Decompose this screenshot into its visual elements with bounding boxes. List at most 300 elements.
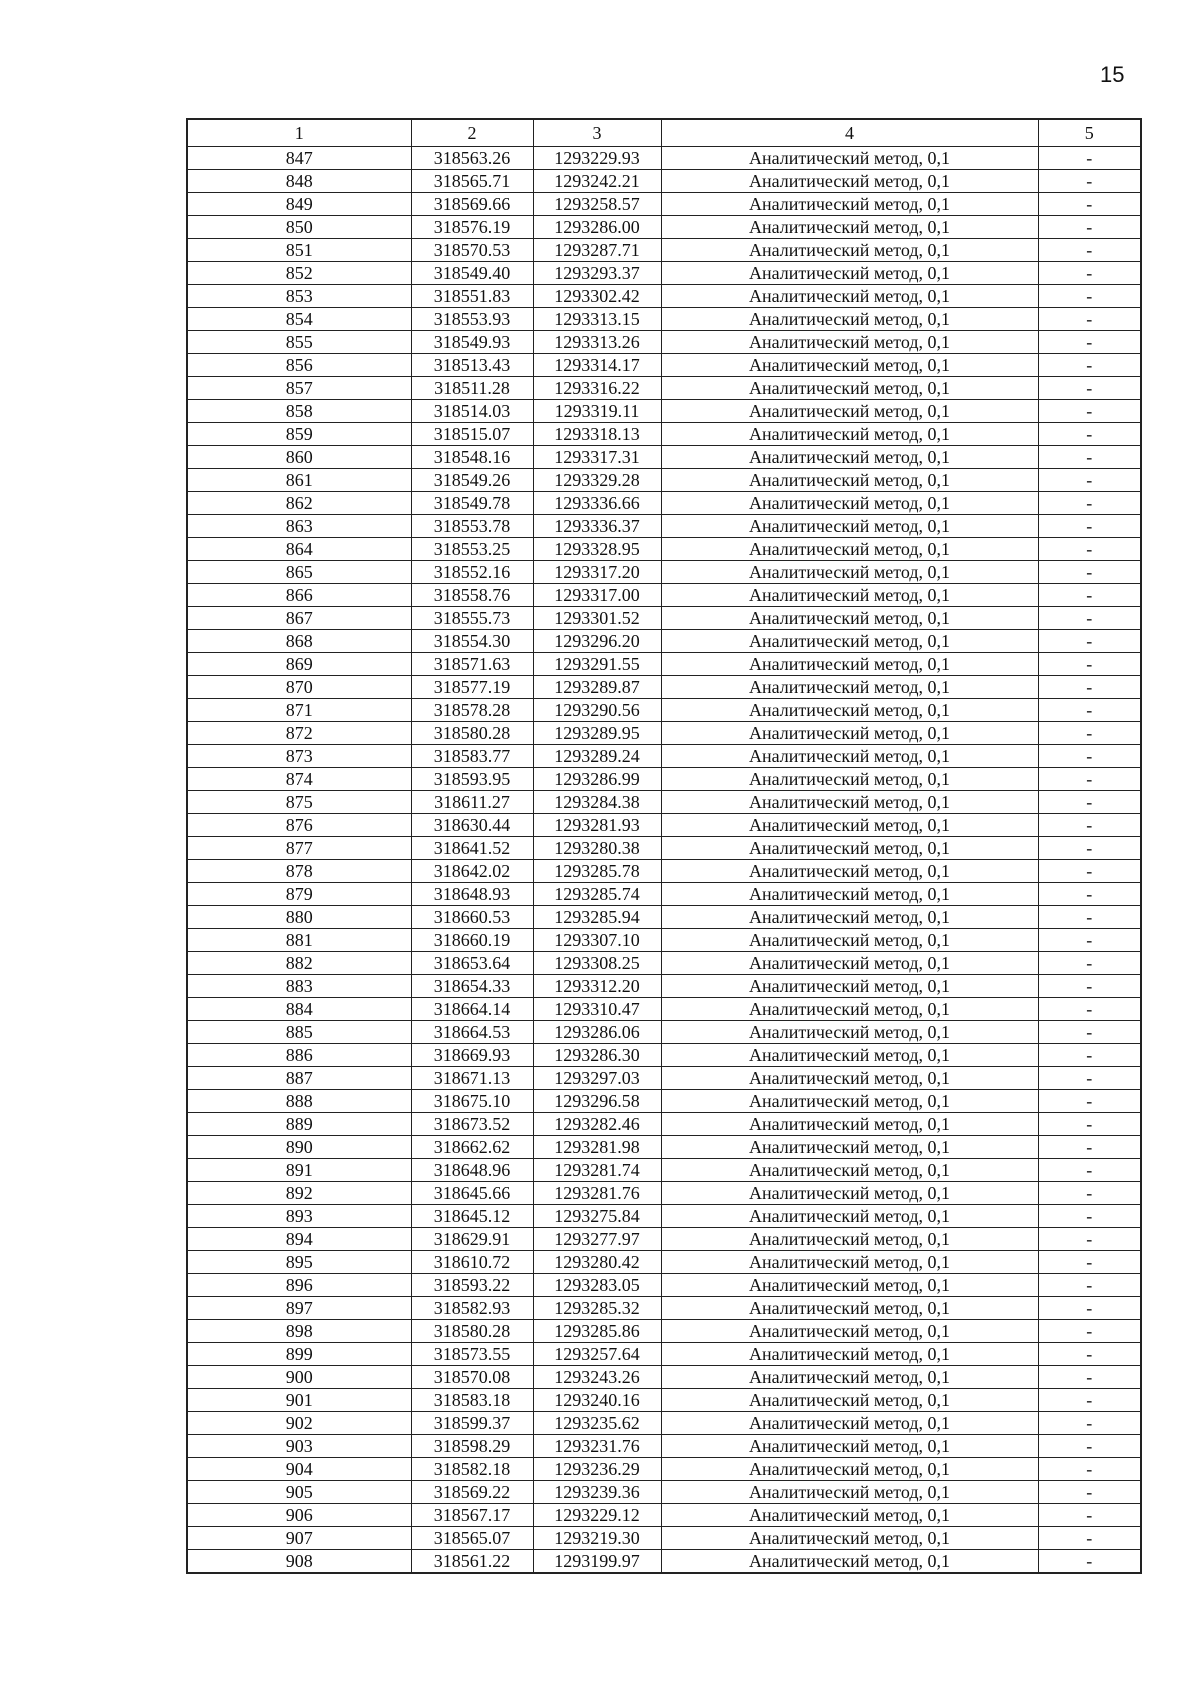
x-coordinate-cell: 318653.64 xyxy=(411,952,533,975)
y-coordinate-cell: 1293285.94 xyxy=(533,906,661,929)
x-coordinate-cell: 318654.33 xyxy=(411,975,533,998)
method-accuracy-cell: Аналитический метод, 0,1 xyxy=(661,1044,1038,1067)
point-number-cell: 861 xyxy=(187,469,411,492)
method-accuracy-cell: Аналитический метод, 0,1 xyxy=(661,584,1038,607)
y-coordinate-cell: 1293287.71 xyxy=(533,239,661,262)
table-row xyxy=(187,722,1141,745)
method-accuracy-cell: Аналитический метод, 0,1 xyxy=(661,1320,1038,1343)
page-number: 15 xyxy=(1100,62,1125,87)
x-coordinate-cell: 318642.02 xyxy=(411,860,533,883)
y-coordinate-cell: 1293285.78 xyxy=(533,860,661,883)
table-row xyxy=(187,1435,1141,1458)
method-accuracy-cell: Аналитический метод, 0,1 xyxy=(661,354,1038,377)
y-coordinate-cell: 1293285.86 xyxy=(533,1320,661,1343)
x-coordinate-cell: 318669.93 xyxy=(411,1044,533,1067)
point-number-cell: 881 xyxy=(187,929,411,952)
method-accuracy-cell: Аналитический метод, 0,1 xyxy=(661,262,1038,285)
y-coordinate-cell: 1293293.37 xyxy=(533,262,661,285)
table-row xyxy=(187,584,1141,607)
y-coordinate-cell: 1293286.00 xyxy=(533,216,661,239)
y-coordinate-cell: 1293219.30 xyxy=(533,1527,661,1550)
table-row xyxy=(187,653,1141,676)
note-cell: - xyxy=(1038,653,1141,676)
x-coordinate-cell: 318660.19 xyxy=(411,929,533,952)
note-cell: - xyxy=(1038,1389,1141,1412)
x-coordinate-cell: 318577.19 xyxy=(411,676,533,699)
table-row xyxy=(187,515,1141,538)
method-accuracy-cell: Аналитический метод, 0,1 xyxy=(661,1021,1038,1044)
note-cell: - xyxy=(1038,699,1141,722)
x-coordinate-cell: 318573.55 xyxy=(411,1343,533,1366)
note-cell: - xyxy=(1038,1435,1141,1458)
x-coordinate-cell: 318553.25 xyxy=(411,538,533,561)
point-number-cell: 855 xyxy=(187,331,411,354)
point-number-cell: 902 xyxy=(187,1412,411,1435)
column-header-1: 1 xyxy=(187,119,411,147)
note-cell: - xyxy=(1038,1182,1141,1205)
y-coordinate-cell: 1293290.56 xyxy=(533,699,661,722)
method-accuracy-cell: Аналитический метод, 0,1 xyxy=(661,1274,1038,1297)
y-coordinate-cell: 1293289.95 xyxy=(533,722,661,745)
x-coordinate-cell: 318599.37 xyxy=(411,1412,533,1435)
note-cell: - xyxy=(1038,147,1141,170)
note-cell: - xyxy=(1038,1274,1141,1297)
x-coordinate-cell: 318513.43 xyxy=(411,354,533,377)
table-row xyxy=(187,170,1141,193)
note-cell: - xyxy=(1038,860,1141,883)
note-cell: - xyxy=(1038,1044,1141,1067)
point-number-cell: 890 xyxy=(187,1136,411,1159)
method-accuracy-cell: Аналитический метод, 0,1 xyxy=(661,1067,1038,1090)
x-coordinate-cell: 318549.78 xyxy=(411,492,533,515)
y-coordinate-cell: 1293281.74 xyxy=(533,1159,661,1182)
y-coordinate-cell: 1293229.93 xyxy=(533,147,661,170)
note-cell: - xyxy=(1038,1550,1141,1574)
point-number-cell: 877 xyxy=(187,837,411,860)
table-row xyxy=(187,1228,1141,1251)
note-cell: - xyxy=(1038,1205,1141,1228)
table-row xyxy=(187,423,1141,446)
point-number-cell: 874 xyxy=(187,768,411,791)
point-number-cell: 873 xyxy=(187,745,411,768)
y-coordinate-cell: 1293336.37 xyxy=(533,515,661,538)
table-row xyxy=(187,1113,1141,1136)
y-coordinate-cell: 1293229.12 xyxy=(533,1504,661,1527)
note-cell: - xyxy=(1038,561,1141,584)
y-coordinate-cell: 1293236.29 xyxy=(533,1458,661,1481)
table-row xyxy=(187,1481,1141,1504)
note-cell: - xyxy=(1038,239,1141,262)
table-row xyxy=(187,1504,1141,1527)
table-row xyxy=(187,1090,1141,1113)
method-accuracy-cell: Аналитический метод, 0,1 xyxy=(661,1090,1038,1113)
y-coordinate-cell: 1293302.42 xyxy=(533,285,661,308)
x-coordinate-cell: 318555.73 xyxy=(411,607,533,630)
note-cell: - xyxy=(1038,998,1141,1021)
table-row xyxy=(187,1159,1141,1182)
y-coordinate-cell: 1293286.30 xyxy=(533,1044,661,1067)
point-number-cell: 865 xyxy=(187,561,411,584)
table-row xyxy=(187,883,1141,906)
method-accuracy-cell: Аналитический метод, 0,1 xyxy=(661,1481,1038,1504)
method-accuracy-cell: Аналитический метод, 0,1 xyxy=(661,377,1038,400)
note-cell: - xyxy=(1038,607,1141,630)
point-number-cell: 887 xyxy=(187,1067,411,1090)
method-accuracy-cell: Аналитический метод, 0,1 xyxy=(661,239,1038,262)
x-coordinate-cell: 318664.53 xyxy=(411,1021,533,1044)
y-coordinate-cell: 1293319.11 xyxy=(533,400,661,423)
note-cell: - xyxy=(1038,423,1141,446)
point-number-cell: 870 xyxy=(187,676,411,699)
method-accuracy-cell: Аналитический метод, 0,1 xyxy=(661,216,1038,239)
point-number-cell: 891 xyxy=(187,1159,411,1182)
note-cell: - xyxy=(1038,630,1141,653)
note-cell: - xyxy=(1038,285,1141,308)
y-coordinate-cell: 1293280.42 xyxy=(533,1251,661,1274)
note-cell: - xyxy=(1038,906,1141,929)
point-number-cell: 849 xyxy=(187,193,411,216)
point-number-cell: 886 xyxy=(187,1044,411,1067)
x-coordinate-cell: 318582.18 xyxy=(411,1458,533,1481)
y-coordinate-cell: 1293280.38 xyxy=(533,837,661,860)
note-cell: - xyxy=(1038,1504,1141,1527)
point-number-cell: 894 xyxy=(187,1228,411,1251)
table-row xyxy=(187,1527,1141,1550)
point-number-cell: 882 xyxy=(187,952,411,975)
table-row xyxy=(187,791,1141,814)
note-cell: - xyxy=(1038,216,1141,239)
table-row xyxy=(187,1458,1141,1481)
note-cell: - xyxy=(1038,1458,1141,1481)
note-cell: - xyxy=(1038,1228,1141,1251)
x-coordinate-cell: 318554.30 xyxy=(411,630,533,653)
x-coordinate-cell: 318549.40 xyxy=(411,262,533,285)
table-row xyxy=(187,331,1141,354)
point-number-cell: 868 xyxy=(187,630,411,653)
point-number-cell: 847 xyxy=(187,147,411,170)
x-coordinate-cell: 318673.52 xyxy=(411,1113,533,1136)
y-coordinate-cell: 1293317.20 xyxy=(533,561,661,584)
x-coordinate-cell: 318571.63 xyxy=(411,653,533,676)
method-accuracy-cell: Аналитический метод, 0,1 xyxy=(661,837,1038,860)
note-cell: - xyxy=(1038,975,1141,998)
note-cell: - xyxy=(1038,515,1141,538)
y-coordinate-cell: 1293286.06 xyxy=(533,1021,661,1044)
x-coordinate-cell: 318598.29 xyxy=(411,1435,533,1458)
note-cell: - xyxy=(1038,538,1141,561)
point-number-cell: 899 xyxy=(187,1343,411,1366)
table-row xyxy=(187,285,1141,308)
note-cell: - xyxy=(1038,193,1141,216)
x-coordinate-cell: 318565.07 xyxy=(411,1527,533,1550)
table-row xyxy=(187,860,1141,883)
method-accuracy-cell: Аналитический метод, 0,1 xyxy=(661,929,1038,952)
table-header xyxy=(187,119,1141,147)
note-cell: - xyxy=(1038,1366,1141,1389)
method-accuracy-cell: Аналитический метод, 0,1 xyxy=(661,745,1038,768)
point-number-cell: 880 xyxy=(187,906,411,929)
point-number-cell: 871 xyxy=(187,699,411,722)
table-row xyxy=(187,1021,1141,1044)
table-row xyxy=(187,929,1141,952)
note-cell: - xyxy=(1038,768,1141,791)
y-coordinate-cell: 1293316.22 xyxy=(533,377,661,400)
method-accuracy-cell: Аналитический метод, 0,1 xyxy=(661,722,1038,745)
note-cell: - xyxy=(1038,262,1141,285)
point-number-cell: 866 xyxy=(187,584,411,607)
y-coordinate-cell: 1293240.16 xyxy=(533,1389,661,1412)
point-number-cell: 854 xyxy=(187,308,411,331)
point-number-cell: 908 xyxy=(187,1550,411,1574)
table-row xyxy=(187,1251,1141,1274)
y-coordinate-cell: 1293310.47 xyxy=(533,998,661,1021)
x-coordinate-cell: 318675.10 xyxy=(411,1090,533,1113)
point-number-cell: 851 xyxy=(187,239,411,262)
x-coordinate-cell: 318580.28 xyxy=(411,1320,533,1343)
note-cell: - xyxy=(1038,1021,1141,1044)
method-accuracy-cell: Аналитический метод, 0,1 xyxy=(661,653,1038,676)
table-row xyxy=(187,193,1141,216)
table-row xyxy=(187,1136,1141,1159)
table-row xyxy=(187,492,1141,515)
note-cell: - xyxy=(1038,492,1141,515)
method-accuracy-cell: Аналитический метод, 0,1 xyxy=(661,1297,1038,1320)
y-coordinate-cell: 1293336.66 xyxy=(533,492,661,515)
note-cell: - xyxy=(1038,446,1141,469)
table-row xyxy=(187,699,1141,722)
table-row xyxy=(187,814,1141,837)
note-cell: - xyxy=(1038,1343,1141,1366)
point-number-cell: 901 xyxy=(187,1389,411,1412)
table-row xyxy=(187,1274,1141,1297)
method-accuracy-cell: Аналитический метод, 0,1 xyxy=(661,1458,1038,1481)
method-accuracy-cell: Аналитический метод, 0,1 xyxy=(661,607,1038,630)
table-row xyxy=(187,446,1141,469)
y-coordinate-cell: 1293235.62 xyxy=(533,1412,661,1435)
table-row xyxy=(187,538,1141,561)
note-cell: - xyxy=(1038,1412,1141,1435)
header-row xyxy=(187,119,1141,147)
method-accuracy-cell: Аналитический метод, 0,1 xyxy=(661,1182,1038,1205)
note-cell: - xyxy=(1038,170,1141,193)
method-accuracy-cell: Аналитический метод, 0,1 xyxy=(661,1504,1038,1527)
table-row xyxy=(187,952,1141,975)
point-number-cell: 872 xyxy=(187,722,411,745)
point-number-cell: 867 xyxy=(187,607,411,630)
coordinates-table xyxy=(186,118,1142,1574)
y-coordinate-cell: 1293329.28 xyxy=(533,469,661,492)
method-accuracy-cell: Аналитический метод, 0,1 xyxy=(661,1136,1038,1159)
point-number-cell: 879 xyxy=(187,883,411,906)
y-coordinate-cell: 1293308.25 xyxy=(533,952,661,975)
x-coordinate-cell: 318551.83 xyxy=(411,285,533,308)
y-coordinate-cell: 1293239.36 xyxy=(533,1481,661,1504)
note-cell: - xyxy=(1038,469,1141,492)
method-accuracy-cell: Аналитический метод, 0,1 xyxy=(661,814,1038,837)
table-row xyxy=(187,262,1141,285)
x-coordinate-cell: 318629.91 xyxy=(411,1228,533,1251)
y-coordinate-cell: 1293296.20 xyxy=(533,630,661,653)
x-coordinate-cell: 318645.66 xyxy=(411,1182,533,1205)
y-coordinate-cell: 1293275.84 xyxy=(533,1205,661,1228)
table-row xyxy=(187,216,1141,239)
note-cell: - xyxy=(1038,1251,1141,1274)
x-coordinate-cell: 318569.66 xyxy=(411,193,533,216)
method-accuracy-cell: Аналитический метод, 0,1 xyxy=(661,423,1038,446)
method-accuracy-cell: Аналитический метод, 0,1 xyxy=(661,538,1038,561)
y-coordinate-cell: 1293282.46 xyxy=(533,1113,661,1136)
point-number-cell: 862 xyxy=(187,492,411,515)
method-accuracy-cell: Аналитический метод, 0,1 xyxy=(661,446,1038,469)
x-coordinate-cell: 318548.16 xyxy=(411,446,533,469)
point-number-cell: 907 xyxy=(187,1527,411,1550)
table-row xyxy=(187,630,1141,653)
method-accuracy-cell: Аналитический метод, 0,1 xyxy=(661,676,1038,699)
y-coordinate-cell: 1293312.20 xyxy=(533,975,661,998)
note-cell: - xyxy=(1038,929,1141,952)
y-coordinate-cell: 1293289.24 xyxy=(533,745,661,768)
note-cell: - xyxy=(1038,308,1141,331)
x-coordinate-cell: 318565.71 xyxy=(411,170,533,193)
y-coordinate-cell: 1293296.58 xyxy=(533,1090,661,1113)
note-cell: - xyxy=(1038,814,1141,837)
note-cell: - xyxy=(1038,1320,1141,1343)
point-number-cell: 903 xyxy=(187,1435,411,1458)
y-coordinate-cell: 1293317.00 xyxy=(533,584,661,607)
method-accuracy-cell: Аналитический метод, 0,1 xyxy=(661,1389,1038,1412)
point-number-cell: 898 xyxy=(187,1320,411,1343)
point-number-cell: 884 xyxy=(187,998,411,1021)
column-header-4: 4 xyxy=(661,119,1038,147)
x-coordinate-cell: 318578.28 xyxy=(411,699,533,722)
method-accuracy-cell: Аналитический метод, 0,1 xyxy=(661,1550,1038,1574)
point-number-cell: 869 xyxy=(187,653,411,676)
table-row xyxy=(187,469,1141,492)
point-number-cell: 864 xyxy=(187,538,411,561)
x-coordinate-cell: 318561.22 xyxy=(411,1550,533,1574)
method-accuracy-cell: Аналитический метод, 0,1 xyxy=(661,1435,1038,1458)
point-number-cell: 852 xyxy=(187,262,411,285)
note-cell: - xyxy=(1038,1090,1141,1113)
y-coordinate-cell: 1293317.31 xyxy=(533,446,661,469)
method-accuracy-cell: Аналитический метод, 0,1 xyxy=(661,1412,1038,1435)
note-cell: - xyxy=(1038,1527,1141,1550)
y-coordinate-cell: 1293314.17 xyxy=(533,354,661,377)
x-coordinate-cell: 318553.78 xyxy=(411,515,533,538)
x-coordinate-cell: 318580.28 xyxy=(411,722,533,745)
x-coordinate-cell: 318576.19 xyxy=(411,216,533,239)
y-coordinate-cell: 1293328.95 xyxy=(533,538,661,561)
method-accuracy-cell: Аналитический метод, 0,1 xyxy=(661,308,1038,331)
note-cell: - xyxy=(1038,400,1141,423)
note-cell: - xyxy=(1038,354,1141,377)
y-coordinate-cell: 1293284.38 xyxy=(533,791,661,814)
table-row xyxy=(187,1366,1141,1389)
note-cell: - xyxy=(1038,1113,1141,1136)
x-coordinate-cell: 318593.22 xyxy=(411,1274,533,1297)
table-row xyxy=(187,1044,1141,1067)
note-cell: - xyxy=(1038,331,1141,354)
method-accuracy-cell: Аналитический метод, 0,1 xyxy=(661,1113,1038,1136)
method-accuracy-cell: Аналитический метод, 0,1 xyxy=(661,699,1038,722)
table-row xyxy=(187,768,1141,791)
method-accuracy-cell: Аналитический метод, 0,1 xyxy=(661,285,1038,308)
point-number-cell: 892 xyxy=(187,1182,411,1205)
point-number-cell: 889 xyxy=(187,1113,411,1136)
y-coordinate-cell: 1293242.21 xyxy=(533,170,661,193)
table-row xyxy=(187,745,1141,768)
point-number-cell: 888 xyxy=(187,1090,411,1113)
point-number-cell: 848 xyxy=(187,170,411,193)
point-number-cell: 860 xyxy=(187,446,411,469)
point-number-cell: 896 xyxy=(187,1274,411,1297)
point-number-cell: 906 xyxy=(187,1504,411,1527)
point-number-cell: 883 xyxy=(187,975,411,998)
y-coordinate-cell: 1293283.05 xyxy=(533,1274,661,1297)
method-accuracy-cell: Аналитический метод, 0,1 xyxy=(661,1527,1038,1550)
table-row xyxy=(187,561,1141,584)
y-coordinate-cell: 1293313.15 xyxy=(533,308,661,331)
x-coordinate-cell: 318648.93 xyxy=(411,883,533,906)
x-coordinate-cell: 318515.07 xyxy=(411,423,533,446)
method-accuracy-cell: Аналитический метод, 0,1 xyxy=(661,1251,1038,1274)
table-row xyxy=(187,239,1141,262)
point-number-cell: 897 xyxy=(187,1297,411,1320)
table-row xyxy=(187,1343,1141,1366)
table-row xyxy=(187,1412,1141,1435)
y-coordinate-cell: 1293281.76 xyxy=(533,1182,661,1205)
table-row xyxy=(187,676,1141,699)
y-coordinate-cell: 1293258.57 xyxy=(533,193,661,216)
y-coordinate-cell: 1293199.97 xyxy=(533,1550,661,1574)
note-cell: - xyxy=(1038,1297,1141,1320)
point-number-cell: 905 xyxy=(187,1481,411,1504)
table-row xyxy=(187,906,1141,929)
column-header-3: 3 xyxy=(533,119,661,147)
point-number-cell: 904 xyxy=(187,1458,411,1481)
column-header-2: 2 xyxy=(411,119,533,147)
x-coordinate-cell: 318549.93 xyxy=(411,331,533,354)
x-coordinate-cell: 318569.22 xyxy=(411,1481,533,1504)
method-accuracy-cell: Аналитический метод, 0,1 xyxy=(661,561,1038,584)
note-cell: - xyxy=(1038,745,1141,768)
x-coordinate-cell: 318664.14 xyxy=(411,998,533,1021)
note-cell: - xyxy=(1038,952,1141,975)
point-number-cell: 850 xyxy=(187,216,411,239)
table-row xyxy=(187,998,1141,1021)
x-coordinate-cell: 318671.13 xyxy=(411,1067,533,1090)
table-row xyxy=(187,400,1141,423)
x-coordinate-cell: 318511.28 xyxy=(411,377,533,400)
note-cell: - xyxy=(1038,1481,1141,1504)
table-row xyxy=(187,1320,1141,1343)
method-accuracy-cell: Аналитический метод, 0,1 xyxy=(661,1366,1038,1389)
point-number-cell: 885 xyxy=(187,1021,411,1044)
note-cell: - xyxy=(1038,1067,1141,1090)
y-coordinate-cell: 1293277.97 xyxy=(533,1228,661,1251)
y-coordinate-cell: 1293289.87 xyxy=(533,676,661,699)
method-accuracy-cell: Аналитический метод, 0,1 xyxy=(661,1343,1038,1366)
method-accuracy-cell: Аналитический метод, 0,1 xyxy=(661,1159,1038,1182)
x-coordinate-cell: 318583.77 xyxy=(411,745,533,768)
point-number-cell: 900 xyxy=(187,1366,411,1389)
table-row xyxy=(187,1297,1141,1320)
point-number-cell: 876 xyxy=(187,814,411,837)
x-coordinate-cell: 318593.95 xyxy=(411,768,533,791)
point-number-cell: 858 xyxy=(187,400,411,423)
method-accuracy-cell: Аналитический метод, 0,1 xyxy=(661,147,1038,170)
x-coordinate-cell: 318553.93 xyxy=(411,308,533,331)
